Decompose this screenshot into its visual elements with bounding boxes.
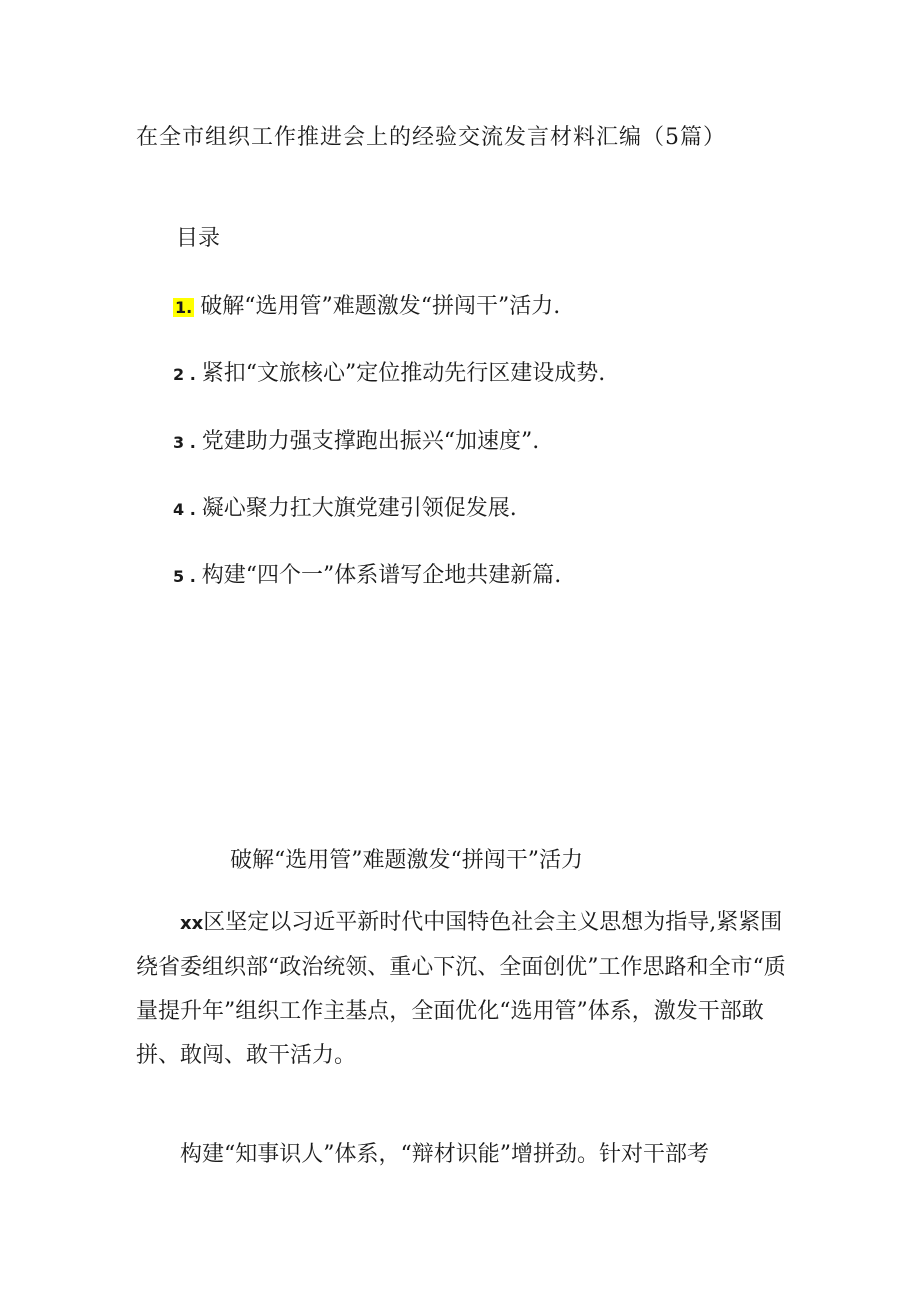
toc-item-text: 破解“选用管”难题激发“拼闯干”活力. bbox=[200, 294, 561, 319]
toc-item-text: 紧扣“文旅核心”定位推动先行区建设成势. bbox=[201, 361, 606, 386]
toc-item-2 bbox=[173, 356, 605, 387]
toc-item-3 bbox=[173, 424, 539, 455]
toc-item-text: 党建助力强支撑跑出振兴“加速度”. bbox=[201, 429, 540, 454]
paragraph-text: 区坚定以习近平新时代中国特色社会主义思想为指导,紧紧围绕省委组织部“政治统领、重心下沉、全面创优”工作思路和全市“质量提升年”组织工作主基点，全面优化“选用管”体系，激发干部敢拼、敢闯、敢干活力。 bbox=[136, 910, 786, 1068]
toc-item-5 bbox=[173, 558, 561, 589]
toc-item-number: 5 . bbox=[173, 567, 196, 586]
toc-item-number: 3 . bbox=[173, 433, 196, 452]
body-paragraph-1 bbox=[136, 901, 796, 1078]
toc-item-4 bbox=[173, 491, 517, 522]
section-title: 破解“选用管”难题激发“拼闯干”活力 bbox=[230, 848, 583, 873]
toc-item-number: 1. bbox=[175, 298, 193, 317]
toc-item-number: 2 . bbox=[173, 365, 196, 384]
toc-heading: 目录 bbox=[176, 226, 221, 251]
toc-item-1 bbox=[173, 289, 560, 320]
toc-item-number: 4 . bbox=[173, 500, 196, 519]
document-title: 在全市组织工作推进会上的经验交流发言材料汇编（5篇） bbox=[136, 125, 726, 150]
toc-item-text: 构建“四个一”体系谱写企地共建新篇. bbox=[201, 563, 562, 588]
body-paragraph-2: 构建“知事识人”体系，“辩材识能”增拼劲。针对干部考 bbox=[180, 1142, 709, 1167]
toc-item-text: 凝心聚力扛大旗党建引领促发展. bbox=[201, 496, 517, 521]
region-placeholder: xx bbox=[180, 913, 204, 934]
